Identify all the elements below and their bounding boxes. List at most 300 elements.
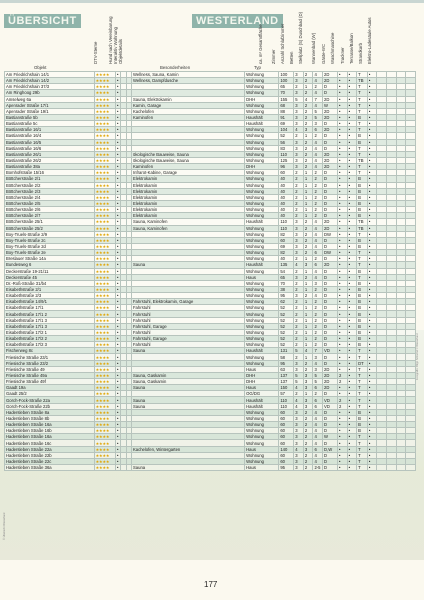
beach-chair: • xyxy=(367,354,377,360)
type: Wohnung xyxy=(245,317,279,323)
bath: D xyxy=(323,336,338,342)
dog-dot: • xyxy=(116,397,121,403)
property-name: Böttcherstraße 2/5 xyxy=(5,200,95,206)
bath: D xyxy=(323,133,338,139)
rooms: 3 xyxy=(294,121,304,127)
type: DHH xyxy=(245,372,279,378)
type: Wohnung xyxy=(245,78,279,84)
beds: 5 xyxy=(313,379,323,385)
washer: • xyxy=(347,286,357,292)
area: 150 xyxy=(279,385,294,391)
bath: 2D xyxy=(323,379,338,385)
star-rating: ★★★★ xyxy=(94,133,115,139)
bath: 2D xyxy=(323,96,338,102)
rooms: 2 xyxy=(294,170,304,176)
guest-wc: • xyxy=(337,219,347,225)
bedrooms: 1 xyxy=(303,256,313,262)
beds: 3 xyxy=(313,121,323,127)
rooms: 5 xyxy=(294,96,304,102)
col-stars xyxy=(95,4,101,64)
property-name: Bastianstraße 16/6 xyxy=(5,145,95,151)
area: 137 xyxy=(279,379,294,385)
type: Wohnung xyxy=(245,127,279,133)
dog-dot: • xyxy=(116,299,121,305)
property-name: Eisabethstraße 17/2 2 xyxy=(5,336,95,342)
star-rating: ★★★★ xyxy=(94,397,115,403)
beach-chair: • xyxy=(367,72,377,78)
beds: 5 xyxy=(313,114,323,120)
bath: D xyxy=(323,317,338,323)
location-title: WESTERLAND xyxy=(192,14,283,28)
area: 58 xyxy=(279,354,294,360)
washer: • xyxy=(347,96,357,102)
beach-chair: • xyxy=(367,305,377,311)
guest-wc: • xyxy=(337,415,347,421)
area: 83 xyxy=(279,145,294,151)
guest-wc: • xyxy=(337,114,347,120)
terrace: T xyxy=(357,434,368,440)
features: Kachelofen xyxy=(132,108,245,114)
dog-dot: • xyxy=(116,336,121,342)
star-rating: ★★★★ xyxy=(94,268,115,274)
area: 155 xyxy=(279,96,294,102)
beach-chair: • xyxy=(367,446,377,452)
col-right-1-label: Zimmer xyxy=(271,49,276,64)
features: Elektrokamin xyxy=(132,200,245,206)
beds: 4 xyxy=(313,440,323,446)
beds: 4 xyxy=(313,225,323,231)
beach-chair: • xyxy=(367,379,377,385)
star-rating: ★★★★ xyxy=(94,200,115,206)
bath: D xyxy=(323,170,338,176)
beach-chair: • xyxy=(367,170,377,176)
beds: 4 xyxy=(313,72,323,78)
star-rating: ★★★★ xyxy=(94,329,115,335)
dog-dot: • xyxy=(116,372,121,378)
property-name: Fischerweg 8c xyxy=(5,348,95,354)
beach-chair: • xyxy=(367,403,377,409)
beds: 2 xyxy=(313,200,323,206)
bath: D xyxy=(323,176,338,182)
dog-dot: • xyxy=(116,360,121,366)
bedrooms: 2 xyxy=(303,243,313,249)
bedrooms: 2 xyxy=(303,360,313,366)
area: 40 xyxy=(279,213,294,219)
type: Haus xyxy=(245,385,279,391)
bedrooms: 1 xyxy=(303,213,313,219)
area: 52 xyxy=(279,311,294,317)
star-rating: ★★★★ xyxy=(94,78,115,84)
washer: • xyxy=(347,176,357,182)
beach-chair: • xyxy=(367,237,377,243)
type: DHH xyxy=(245,96,279,102)
guest-wc: • xyxy=(337,188,347,194)
dog-dot: • xyxy=(116,403,121,409)
terrace: B xyxy=(357,305,368,311)
beach-chair: • xyxy=(367,188,377,194)
guest-wc: • xyxy=(337,299,347,305)
bedrooms: 2 xyxy=(303,151,313,157)
dog-dot: • xyxy=(116,170,121,176)
terrace: T xyxy=(357,385,368,391)
washer: • xyxy=(347,78,357,84)
terrace: T xyxy=(357,397,368,403)
terrace: B xyxy=(357,243,368,249)
beds: 4 xyxy=(313,231,323,237)
area: 52 xyxy=(279,305,294,311)
beach-chair: • xyxy=(367,409,377,415)
beds: 4 xyxy=(313,452,323,458)
area: 40 xyxy=(279,207,294,213)
property-name: Eisabethstraße 17/1 3 xyxy=(5,323,95,329)
bath: VD xyxy=(323,397,338,403)
star-rating: ★★★★ xyxy=(94,151,115,157)
dog-dot: • xyxy=(116,446,121,452)
property-name: Amselweg 6a xyxy=(5,96,95,102)
bath: D xyxy=(323,440,338,446)
col-right-2 xyxy=(282,4,288,64)
features: Fahrstuhl xyxy=(132,342,245,348)
guest-wc: • xyxy=(337,262,347,268)
guest-wc: • xyxy=(337,268,347,274)
area: 40 xyxy=(279,188,294,194)
type: Haushält xyxy=(245,348,279,354)
star-rating: ★★★★ xyxy=(94,157,115,163)
terrace: B xyxy=(357,317,368,323)
washer: • xyxy=(347,354,357,360)
property-name: Böttcherstraße 2/2 xyxy=(5,182,95,188)
beds: 6 xyxy=(313,446,323,452)
features: Sauna xyxy=(132,465,245,471)
bedrooms: 2 xyxy=(303,78,313,84)
rooms: 2 xyxy=(294,305,304,311)
star-rating: ★★★★ xyxy=(94,409,115,415)
washer: • xyxy=(347,280,357,286)
guest-wc: • xyxy=(337,458,347,464)
type: Wohnung xyxy=(245,280,279,286)
property-name: Boy-Truels-Straße 2/9 xyxy=(5,231,95,237)
guest-wc: • xyxy=(337,329,347,335)
washer: • xyxy=(347,243,357,249)
washer: • xyxy=(347,379,357,385)
property-name: Hadersleben Straße 16b xyxy=(5,428,95,434)
dog-dot: • xyxy=(116,434,121,440)
rooms: 3 xyxy=(294,225,304,231)
rooms: 2 xyxy=(294,133,304,139)
property-name: Böttcherstraße 25/2 xyxy=(5,225,95,231)
rooms: 3 xyxy=(294,237,304,243)
beds: 2 xyxy=(313,286,323,292)
area: 69 xyxy=(279,243,294,249)
type: Haushält xyxy=(245,114,279,120)
col-right-10-label: Strandkorb xyxy=(358,42,363,64)
property-name: Eisabethstraße 14/9/1 xyxy=(5,299,95,305)
star-rating: ★★★★ xyxy=(94,422,115,428)
section-title: ÜBERSICHT xyxy=(4,14,81,28)
guest-wc: • xyxy=(337,452,347,458)
star-rating: ★★★★ xyxy=(94,299,115,305)
property-name: Dr.-Roß-Straße 31/b4 xyxy=(5,280,95,286)
star-rating: ★★★★ xyxy=(94,176,115,182)
bath: D xyxy=(323,409,338,415)
area: 110 xyxy=(279,151,294,157)
bath: W xyxy=(323,102,338,108)
col-right-0 xyxy=(260,4,266,64)
star-rating: ★★★★ xyxy=(94,354,115,360)
type: Wohnung xyxy=(245,90,279,96)
type: Wohnung xyxy=(245,299,279,305)
beach-chair: • xyxy=(367,329,377,335)
type: Wohnung xyxy=(245,102,279,108)
terrace: T xyxy=(357,84,368,90)
features: Kaminofen xyxy=(132,164,245,170)
beach-chair: • xyxy=(367,434,377,440)
rooms: 3 xyxy=(294,78,304,84)
dog-dot: • xyxy=(116,379,121,385)
guest-wc: 2 xyxy=(337,372,347,378)
washer: • xyxy=(347,256,357,262)
beds: 2 xyxy=(313,305,323,311)
beach-chair: • xyxy=(367,231,377,237)
dog-dot: • xyxy=(116,286,121,292)
washer: • xyxy=(347,182,357,188)
type: Haushält xyxy=(245,121,279,127)
empty-cell xyxy=(377,465,387,471)
property-name: Hadersleben Straße 22b xyxy=(5,452,95,458)
beach-chair: • xyxy=(367,164,377,170)
beds: 4 xyxy=(313,157,323,163)
dog-dot: • xyxy=(116,84,121,90)
property-name: Friesische Straße 23/2 xyxy=(5,360,95,366)
bedrooms: 1 xyxy=(303,182,313,188)
rooms: 3 xyxy=(294,231,304,237)
beach-chair: • xyxy=(367,323,377,329)
type: Wohnung xyxy=(245,213,279,219)
guest-wc: • xyxy=(337,121,347,127)
bath: W xyxy=(323,434,338,440)
type: Wohnung xyxy=(245,428,279,434)
star-rating: ★★★★ xyxy=(94,219,115,225)
bath: D xyxy=(323,268,338,274)
type: Wohnung xyxy=(245,458,279,464)
type: Wohnung xyxy=(245,422,279,428)
bedrooms: 2 xyxy=(303,458,313,464)
terrace: T xyxy=(357,102,368,108)
area: 60 xyxy=(279,170,294,176)
washer: • xyxy=(347,336,357,342)
bath: 2D xyxy=(323,114,338,120)
terrace: T xyxy=(357,90,368,96)
terrace: T xyxy=(357,108,368,114)
property-name: Böttcherstraße 2/4 xyxy=(5,194,95,200)
bedrooms: 1 xyxy=(303,280,313,286)
star-rating: ★★★★ xyxy=(94,188,115,194)
features: Fahrstuhl xyxy=(132,305,245,311)
star-rating: ★★★★ xyxy=(94,256,115,262)
beach-chair: • xyxy=(367,96,377,102)
bedrooms: 2 xyxy=(303,164,313,170)
beach-chair: • xyxy=(367,293,377,299)
beds: 4 xyxy=(313,90,323,96)
type: Wohnung xyxy=(245,286,279,292)
col-right-5 xyxy=(313,4,319,64)
washer: • xyxy=(347,90,357,96)
terrace: T xyxy=(357,379,368,385)
property-name: Am Ringhoog 29b xyxy=(5,90,95,96)
rooms: 2 xyxy=(294,280,304,286)
type: Wohnung xyxy=(245,329,279,335)
rooms: 3 xyxy=(294,452,304,458)
star-rating: ★★★★ xyxy=(94,164,115,170)
bath: D xyxy=(323,207,338,213)
features: Fahrstuhl, Elektrokamin, Garage xyxy=(132,299,245,305)
rooms: 2 xyxy=(294,84,304,90)
area: 60 xyxy=(279,415,294,421)
beach-chair: • xyxy=(367,102,377,108)
dog-dot: • xyxy=(116,194,121,200)
guest-wc: • xyxy=(337,145,347,151)
star-rating: ★★★★ xyxy=(94,317,115,323)
washer: • xyxy=(347,207,357,213)
washer: • xyxy=(347,366,357,372)
property-name: Bastianstraße 16/4 xyxy=(5,133,95,139)
area: 95 xyxy=(279,293,294,299)
star-rating: ★★★★ xyxy=(94,127,115,133)
guest-wc: • xyxy=(337,200,347,206)
bath: VD xyxy=(323,348,338,354)
bath: D xyxy=(323,194,338,200)
rooms: 5 xyxy=(294,372,304,378)
bath: D xyxy=(323,243,338,249)
rooms: 3 xyxy=(294,90,304,96)
rooms: 3 xyxy=(294,360,304,366)
area: 110 xyxy=(279,219,294,225)
bath: D xyxy=(323,391,338,397)
washer: • xyxy=(347,170,357,176)
col-right-7-label: Waschmaschine xyxy=(330,32,335,64)
type: Wohnung xyxy=(245,237,279,243)
guest-wc: • xyxy=(337,225,347,231)
rooms: 3 xyxy=(294,102,304,108)
col-right-11 xyxy=(369,4,375,64)
star-rating: ★★★★ xyxy=(94,305,115,311)
bedrooms: 1 xyxy=(303,311,313,317)
bath: D xyxy=(323,415,338,421)
features: Sauna, Kaminofen xyxy=(132,225,245,231)
bedrooms: 1 xyxy=(303,336,313,342)
guest-wc: • xyxy=(337,446,347,452)
beach-chair: • xyxy=(367,336,377,342)
bath: 2D xyxy=(323,78,338,84)
bedrooms: 2 xyxy=(303,366,313,372)
area: 52 xyxy=(279,133,294,139)
type: Haus xyxy=(245,366,279,372)
star-rating: ★★★★ xyxy=(94,293,115,299)
dog-dot: • xyxy=(116,268,121,274)
dog-dot: • xyxy=(116,108,121,114)
area: 104 xyxy=(279,127,294,133)
table-row xyxy=(5,465,416,471)
washer: • xyxy=(347,403,357,409)
guest-wc: • xyxy=(337,84,347,90)
star-rating: ★★★★ xyxy=(94,262,115,268)
terrace: B xyxy=(357,293,368,299)
bedrooms: 1 xyxy=(303,207,313,213)
col-right-7 xyxy=(332,4,338,64)
dog-dot: • xyxy=(116,348,121,354)
star-rating: ★★★★ xyxy=(94,342,115,348)
star-rating: ★★★★ xyxy=(94,452,115,458)
rooms: 3 xyxy=(294,145,304,151)
type: Wohnung xyxy=(245,157,279,163)
terrace: T xyxy=(357,145,368,151)
bedrooms: 2 xyxy=(303,139,313,145)
guest-wc: • xyxy=(337,336,347,342)
bath: D xyxy=(323,305,338,311)
star-rating: ★★★★ xyxy=(94,458,115,464)
guest-wc: 2 xyxy=(337,403,347,409)
bedrooms: 2 xyxy=(303,90,313,96)
beach-chair: • xyxy=(367,286,377,292)
area: 135 xyxy=(279,262,294,268)
guest-wc: • xyxy=(337,409,347,415)
star-rating: ★★★★ xyxy=(94,225,115,231)
washer: • xyxy=(347,145,357,151)
washer: • xyxy=(347,329,357,335)
empty-cell xyxy=(387,465,397,471)
terrace: B xyxy=(357,213,368,219)
rooms: 5 xyxy=(294,379,304,385)
property-name: Boy-Truels-Straße 2d xyxy=(5,243,95,249)
type: Wohnung xyxy=(245,176,279,182)
washer: • xyxy=(347,434,357,440)
bedrooms: 3 xyxy=(303,403,313,409)
terrace: T xyxy=(357,348,368,354)
type: Wohnung xyxy=(245,188,279,194)
bath: 2D xyxy=(323,127,338,133)
terrace: TB xyxy=(357,219,368,225)
area: 38 xyxy=(279,286,294,292)
washer: • xyxy=(347,139,357,145)
beach-chair: • xyxy=(367,311,377,317)
terrace: B xyxy=(357,428,368,434)
dog-dot: • xyxy=(116,176,121,182)
features: Sauna, Gaskamin xyxy=(132,379,245,385)
features: ökologische Bauweise, Sauna xyxy=(132,157,245,163)
terrace: T xyxy=(357,458,368,464)
beds: 4 xyxy=(313,409,323,415)
type: Wohnung xyxy=(245,139,279,145)
star-rating: ★★★★ xyxy=(94,372,115,378)
area: 95 xyxy=(279,360,294,366)
property-name: Bastianstraße 5c xyxy=(5,121,95,127)
bedrooms: 2 xyxy=(303,102,313,108)
col-typ: Typ xyxy=(254,65,261,70)
beach-chair: • xyxy=(367,422,377,428)
bath: D xyxy=(323,237,338,243)
beach-chair: • xyxy=(367,90,377,96)
dog-dot: • xyxy=(116,250,121,256)
type: Wohnung xyxy=(245,108,279,114)
guest-wc: • xyxy=(337,440,347,446)
beds: 2 xyxy=(313,84,323,90)
terrace: T xyxy=(357,164,368,170)
type: Wohnung xyxy=(245,409,279,415)
dog-dot: • xyxy=(116,274,121,280)
property-name: Bastianstraße 26/1 xyxy=(5,151,95,157)
guest-wc: • xyxy=(337,428,347,434)
features: Sauna xyxy=(132,348,245,354)
